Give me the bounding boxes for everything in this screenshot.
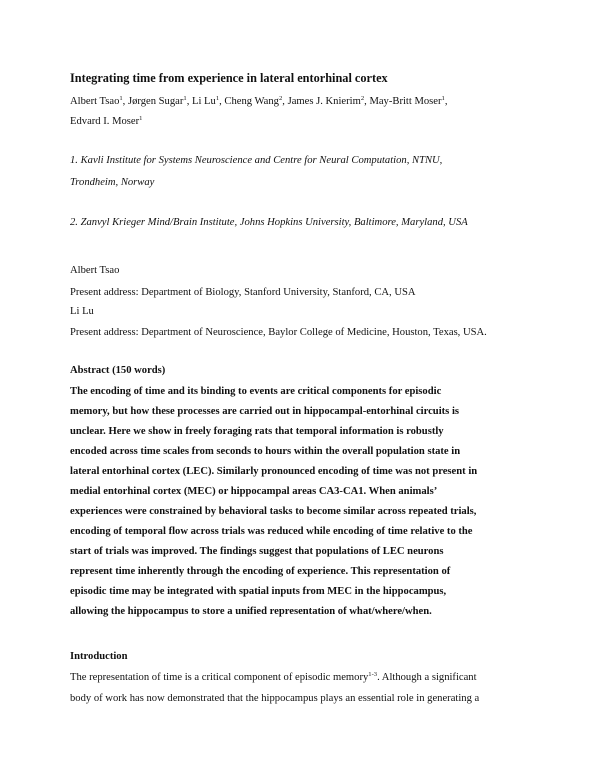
author-affiliation-mark: 1	[183, 95, 187, 102]
abstract-line: encoding of temporal flow across trials was reduced while encoding of time relative to the	[70, 526, 473, 537]
citation-mark: 1-3	[368, 671, 378, 678]
affiliation-1-line-2: Trondheim, Norway	[70, 177, 155, 188]
author-affiliation-mark: 1	[139, 115, 143, 122]
abstract-line: The encoding of time and its binding to events are critical components for episodic	[70, 386, 442, 397]
intro-text: The representation of time is a critical component of episodic memory	[70, 672, 369, 683]
paper-title: Integrating time from experience in lateral entorhinal cortex	[70, 71, 388, 85]
author-line-1: Albert Tsao$^1$, Jørgen Sugar$^1$, Li Lu$^1$, Cheng Wang$^2$, James J. Knierim$^2$, May-Britt Moser$^1$,	[70, 95, 448, 107]
introduction-line-1	[70, 673, 477, 684]
author: Edvard I. Moser	[70, 116, 140, 127]
abstract-line: represent time inherently through the encoding of experience. This representation of	[70, 566, 451, 577]
abstract-line: memory, but how these processes are carried out in hippocampal-entorhinal circuits is	[70, 406, 460, 417]
author-affiliation-mark: 1	[215, 95, 220, 102]
affiliation-2: 2. Zanvyl Krieger Mind/Brain Institute, Johns Hopkins University, Baltimore, Maryland, USA	[70, 217, 468, 228]
abstract-line: start of trials was improved. The findings suggest that populations of LEC neurons	[70, 546, 444, 557]
abstract-body	[70, 387, 540, 627]
author-affiliation-mark: 2	[278, 95, 283, 102]
intro-text: . Although a significant	[377, 672, 477, 683]
present-address-name: Li Lu	[70, 306, 94, 317]
introduction-heading: Introduction	[70, 651, 128, 662]
abstract-line: experiences were constrained by behavioral tasks to become similar across repeated trials,	[70, 506, 477, 517]
abstract-line: allowing the hippocampus to store a unified representation of what/where/when.	[70, 606, 432, 617]
author: Jørgen Sugar	[127, 96, 184, 107]
abstract-line: encoded across time scales from seconds to hours within the overall population state in	[70, 446, 461, 457]
author-line-2	[70, 117, 142, 128]
author-affiliation-mark: 1	[441, 95, 445, 102]
author: James J. Knierim	[287, 96, 361, 107]
author-affiliation-mark: 1	[119, 95, 123, 102]
present-address-name: Albert Tsao	[70, 265, 120, 276]
present-address-text: Present address: Department of Neuroscience, Baylor College of Medicine, Houston, Texas, USA.	[70, 327, 487, 338]
abstract-line: episodic time may be integrated with spatial inputs from MEC in the hippocampus,	[70, 586, 447, 597]
introduction-line-2: body of work has now demonstrated that the hippocampus plays an essential role in generating a	[70, 693, 480, 704]
abstract-line: unclear. Here we show in freely foraging rats that temporal information is robustly	[70, 426, 444, 437]
abstract-heading: Abstract (150 words)	[70, 365, 166, 376]
abstract-line: medial entorhinal cortex (MEC) or hippocampal areas CA3-CA1. When animals’	[70, 486, 438, 497]
author: Cheng Wang	[224, 96, 279, 107]
present-address-text: Present address: Department of Biology, Stanford University, Stanford, CA, USA	[70, 287, 416, 298]
author: May-Britt Moser	[369, 96, 442, 107]
affiliation-1-line-1: 1. Kavli Institute for Systems Neuroscience and Centre for Neural Computation, NTNU,	[70, 155, 443, 166]
author-affiliation-mark: 2	[360, 95, 365, 102]
author: Albert Tsao	[70, 96, 120, 107]
abstract-line: lateral entorhinal cortex (LEC). Similarly pronounced encoding of time was not present in	[70, 466, 478, 477]
author: Li Lu	[191, 96, 216, 107]
